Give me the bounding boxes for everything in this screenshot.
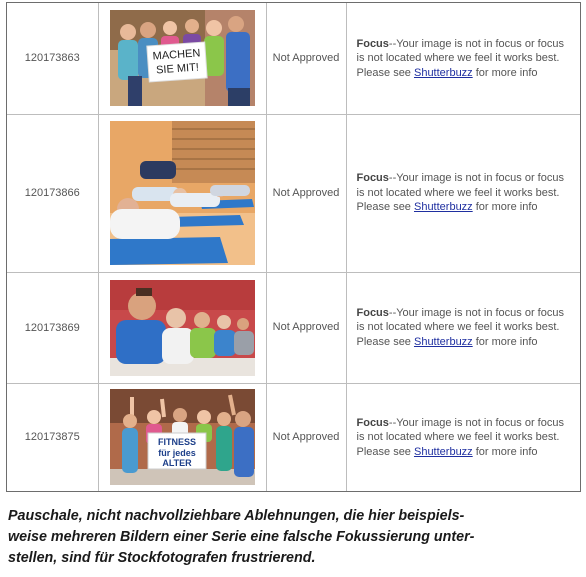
reason-end: for more info xyxy=(472,201,538,214)
caption-line: weise mehreren Bildern einer Serie eine falsche Fokussierung unter- xyxy=(8,529,475,545)
sign-text: für jedes xyxy=(157,448,196,459)
caption-line: stellen, sind für Stockfotografen frustrierend. xyxy=(8,550,316,566)
fitness-group-photo-thumbnail[interactable] xyxy=(110,389,255,485)
caption-line: Pauschale, nicht nachvollziehbare Ablehnungen, die hier beispiels- xyxy=(8,508,465,524)
image-id: 120173866 xyxy=(7,114,98,272)
reason-title: Focus xyxy=(356,37,389,50)
shutterbuzz-link[interactable]: Shutterbuzz xyxy=(413,201,473,214)
table-row xyxy=(7,383,580,491)
thumbnail-cell xyxy=(98,3,266,114)
table-row xyxy=(7,272,580,383)
group-photo-thumbnail[interactable] xyxy=(110,10,255,106)
rejection-reason xyxy=(346,114,580,272)
fitness-row-photo-thumbnail[interactable] xyxy=(110,280,255,376)
sign-text: SIE MIT! xyxy=(155,61,199,77)
reason-title: Focus xyxy=(356,172,389,185)
reason-end: for more info xyxy=(472,445,538,458)
table-row xyxy=(7,3,580,114)
gym-class-photo-thumbnail[interactable] xyxy=(110,121,255,265)
shutterbuzz-link[interactable]: Shutterbuzz xyxy=(413,335,473,348)
shutterbuzz-link[interactable]: Shutterbuzz xyxy=(413,66,473,79)
reason-text: --Your image is not in focus or focus is not located where we feel it works best. Please see xyxy=(356,306,564,348)
sign-text: FITNESS xyxy=(157,437,196,448)
reason-text: --Your image is not in focus or focus is not located where we feel it works best. Please see xyxy=(356,37,564,79)
image-id: 120173869 xyxy=(7,272,98,383)
image-id: 120173875 xyxy=(7,383,98,491)
figure-caption xyxy=(8,506,580,569)
reason-title: Focus xyxy=(356,306,389,319)
rejection-reason xyxy=(346,383,580,491)
status-text: Not Approved xyxy=(266,272,346,383)
rejection-table-frame xyxy=(6,2,581,492)
sign-text: MACHEN xyxy=(151,47,201,63)
status-text: Not Approved xyxy=(266,383,346,491)
reason-text: --Your image is not in focus or focus is not located where we feel it works best. Please see xyxy=(356,416,564,458)
reason-title: Focus xyxy=(356,416,389,429)
reason-text: --Your image is not in focus or focus is not located where we feel it works best. Please see xyxy=(356,172,564,214)
thumbnail-cell xyxy=(98,114,266,272)
status-text: Not Approved xyxy=(266,3,346,114)
table-row xyxy=(7,114,580,272)
rejection-reason xyxy=(346,3,580,114)
shutterbuzz-link[interactable]: Shutterbuzz xyxy=(413,445,473,458)
thumbnail-cell xyxy=(98,383,266,491)
reason-end: for more info xyxy=(472,66,538,79)
status-text: Not Approved xyxy=(266,114,346,272)
rejection-reason xyxy=(346,272,580,383)
thumbnail-cell xyxy=(98,272,266,383)
rejection-table xyxy=(7,3,580,491)
sign-text: ALTER xyxy=(161,458,192,469)
reason-end: for more info xyxy=(472,335,538,348)
image-id: 120173863 xyxy=(7,3,98,114)
